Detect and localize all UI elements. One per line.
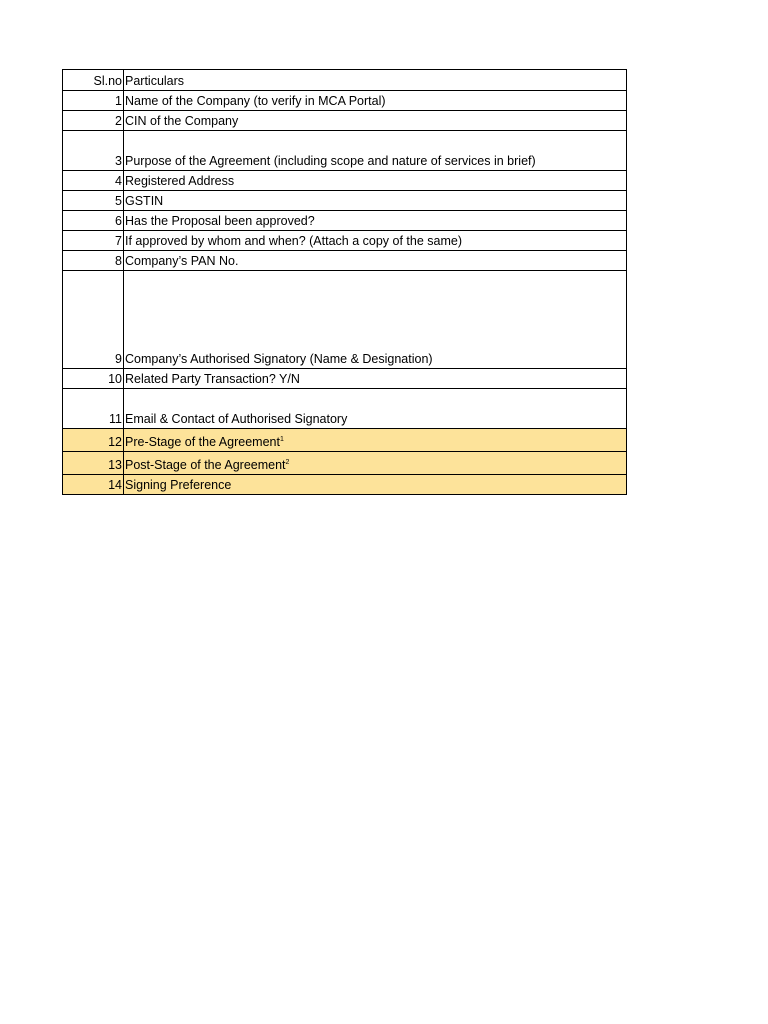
row-number-cell[interactable]: 10 <box>63 369 124 389</box>
row-particulars-cell[interactable] <box>124 452 627 475</box>
row-particulars-cell[interactable]: Company’s Authorised Signatory (Name & Designation) <box>124 271 627 369</box>
row-particulars-cell[interactable]: Name of the Company (to verify in MCA Portal) <box>124 91 627 111</box>
table-row <box>63 111 627 131</box>
row-particulars-cell[interactable]: Purpose of the Agreement (including scope and nature of services in brief) <box>124 131 627 171</box>
row-particulars-cell[interactable]: Email & Contact of Authorised Signatory <box>124 389 627 429</box>
table-row <box>63 231 627 251</box>
table-row <box>63 271 627 369</box>
header-particulars[interactable]: Particulars <box>124 70 627 91</box>
particulars-table <box>62 69 627 495</box>
row-particulars-cell[interactable]: Company’s PAN No. <box>124 251 627 271</box>
particulars-text: Post-Stage of the Agreement <box>125 458 286 472</box>
table-row <box>63 191 627 211</box>
particulars-text: Pre-Stage of the Agreement <box>125 435 280 449</box>
table-row <box>63 131 627 171</box>
row-particulars-cell[interactable]: Signing Preference <box>124 475 627 495</box>
row-particulars-cell[interactable] <box>124 429 627 452</box>
header-sl-no[interactable]: Sl.no <box>63 70 124 91</box>
footnote-marker: 1 <box>279 436 284 443</box>
row-number-cell[interactable]: 11 <box>63 389 124 429</box>
row-number-cell[interactable]: 4 <box>63 171 124 191</box>
row-particulars-cell[interactable]: CIN of the Company <box>124 111 627 131</box>
row-number-cell[interactable]: 2 <box>63 111 124 131</box>
row-number-cell[interactable]: 12 <box>63 429 124 452</box>
row-number-cell[interactable]: 13 <box>63 452 124 475</box>
row-number-cell[interactable]: 1 <box>63 91 124 111</box>
row-number-cell[interactable]: 14 <box>63 475 124 495</box>
row-particulars-cell[interactable]: Related Party Transaction? Y/N <box>124 369 627 389</box>
row-number-cell[interactable]: 9 <box>63 271 124 369</box>
table-row <box>63 211 627 231</box>
table-row-highlighted <box>63 475 627 495</box>
table-header-row <box>63 70 627 91</box>
table-row <box>63 251 627 271</box>
table-row-highlighted <box>63 452 627 475</box>
row-number-cell[interactable]: 6 <box>63 211 124 231</box>
table-row <box>63 171 627 191</box>
row-particulars-cell[interactable]: Registered Address <box>124 171 627 191</box>
table-row <box>63 91 627 111</box>
table-row-highlighted <box>63 429 627 452</box>
row-number-cell[interactable]: 3 <box>63 131 124 171</box>
row-particulars-cell[interactable]: GSTIN <box>124 191 627 211</box>
table-row <box>63 369 627 389</box>
row-particulars-cell[interactable]: Has the Proposal been approved? <box>124 211 627 231</box>
row-number-cell[interactable]: 5 <box>63 191 124 211</box>
row-number-cell[interactable]: 7 <box>63 231 124 251</box>
table-row <box>63 389 627 429</box>
row-number-cell[interactable]: 8 <box>63 251 124 271</box>
footnote-marker: 2 <box>285 459 290 466</box>
row-particulars-cell[interactable]: If approved by whom and when? (Attach a copy of the same) <box>124 231 627 251</box>
